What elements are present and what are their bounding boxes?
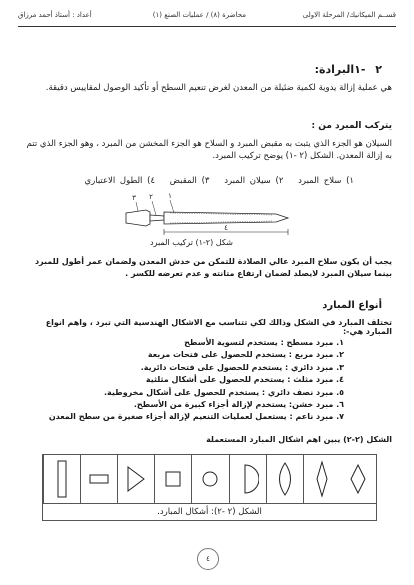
flat-rect-tall-shape bbox=[52, 459, 72, 499]
shape-cell bbox=[154, 455, 191, 503]
figure-label: ٢ bbox=[149, 193, 153, 201]
figure-label: ٤ bbox=[224, 224, 228, 232]
file-parts-list bbox=[74, 176, 354, 186]
file-tang bbox=[150, 215, 164, 221]
header-divider bbox=[18, 26, 396, 27]
section-title-filing bbox=[315, 63, 382, 76]
hardness-note: يجب أن يكون سلاح المبرد عالي الصلادة للتمكن من خدش المعدن ولضمان عمر أطول للمبرد بينما سيلان المبرد لايصلد لضمان ارتفاع متانته و عدم تعرضه للكسر . bbox=[34, 257, 392, 279]
list-item: ٣. مبرد دائري : يستخدم للحصول على فتحات دائرية. bbox=[140, 362, 344, 372]
figure-2-intro: الشكل (٢-٢) يبين اهم اشكال المبارد المستعملة bbox=[206, 435, 392, 444]
shape-cell bbox=[117, 455, 154, 503]
lens-shape bbox=[274, 459, 296, 499]
file-types-intro: تختلف المبارد في الشكل وذالك لكي تتناسب مع الاشكال الهندسية التي تبرد ، واهم انواع المبارد هي-: bbox=[45, 318, 392, 336]
diamond-shape bbox=[347, 459, 369, 499]
list-item: ٥. مبرد نصف دائري : يستخدم للحصول على أشكال مخروطية. bbox=[104, 387, 344, 397]
filing-definition: هي عملية إزالة يدوية لكمية ضئيلة من المعدن لغرض تنعيم السطح أو تأكيد الوصول لمقاييس دقيقة. bbox=[45, 83, 392, 93]
list-item: ٦. مبرد خشن: يستخدم لإزالة أجزاء كبيرة من الأسطح. bbox=[133, 399, 344, 409]
shape-cell bbox=[229, 455, 266, 503]
shape-cell bbox=[303, 455, 340, 503]
figure-label: ١ bbox=[168, 192, 172, 200]
header-author: أعداد : أستاذ أحمد مرزاق bbox=[18, 11, 92, 19]
list-item: ٧. مبرد ناعم : يستعمل لعمليات التنعيم لإزالة أجزاء صغيرة من سطح المعدن bbox=[48, 412, 344, 422]
square-shape bbox=[161, 459, 185, 499]
half-round-shape bbox=[237, 459, 259, 499]
page-number: ٤ bbox=[197, 548, 219, 570]
list-item: ١. مبرد مسطح : يستخدم لتسوية الأسطح bbox=[184, 338, 344, 347]
file-diagram bbox=[108, 192, 298, 244]
file-part: ١) سلاح المبرد bbox=[298, 176, 354, 186]
file-types-list bbox=[49, 337, 344, 424]
section-number: ٢ bbox=[375, 63, 382, 76]
file-handle bbox=[126, 210, 150, 226]
file-drawing bbox=[126, 200, 288, 235]
file-types-heading: أنواع المبارد bbox=[322, 300, 382, 311]
figure-1-caption: شكل (٢-١) تركيب المبرد bbox=[150, 238, 233, 247]
file-blade bbox=[164, 212, 288, 224]
file-shapes-figure bbox=[42, 454, 377, 504]
flat-rect-shape bbox=[88, 459, 110, 499]
header-department: قســم الميكانيك/ المرحلة الاولى bbox=[302, 11, 396, 19]
triangle-shape bbox=[124, 459, 148, 499]
file-part: ٣) المقبض bbox=[169, 176, 210, 186]
list-item: ٤. مبرد مثلث : يستخدم للحصول على أشكال مثلثية bbox=[145, 375, 344, 385]
shape-cell bbox=[340, 455, 376, 503]
composition-heading: يتركب المبرد من : bbox=[311, 121, 392, 131]
knife-shape bbox=[311, 459, 333, 499]
figure-label: ٣ bbox=[132, 194, 136, 202]
file-part: ٢) سيلان المبرد bbox=[224, 176, 284, 186]
shape-cell bbox=[266, 455, 303, 503]
figure-2-caption: الشكل (٢ -٢): أشكال المبارد. bbox=[42, 504, 377, 521]
shape-cell bbox=[80, 455, 117, 503]
circle-shape bbox=[198, 459, 222, 499]
list-item: ٢. مبرد مربع : يستخدم للحصول على فتحات مربعة bbox=[147, 350, 344, 360]
header-lecture: محاضرة (٨) / عمليات الصنع (١) bbox=[152, 11, 246, 19]
shape-cell bbox=[43, 455, 80, 503]
file-part: ٤) الطول الاعتباري bbox=[84, 176, 156, 186]
page-header bbox=[18, 7, 396, 23]
section-title-text: -١البرادة: bbox=[314, 63, 366, 76]
composition-text: السيلان هو الجزء الذي يثبت به مقبض المبرد و السلاح هو الجزء المخشن من المبرد ، وهو الجزء الذي تتم به إزالة المعدن. الشكل (٢ -١) يوضح تركيب المبرد. bbox=[26, 139, 392, 162]
shape-cell bbox=[191, 455, 228, 503]
